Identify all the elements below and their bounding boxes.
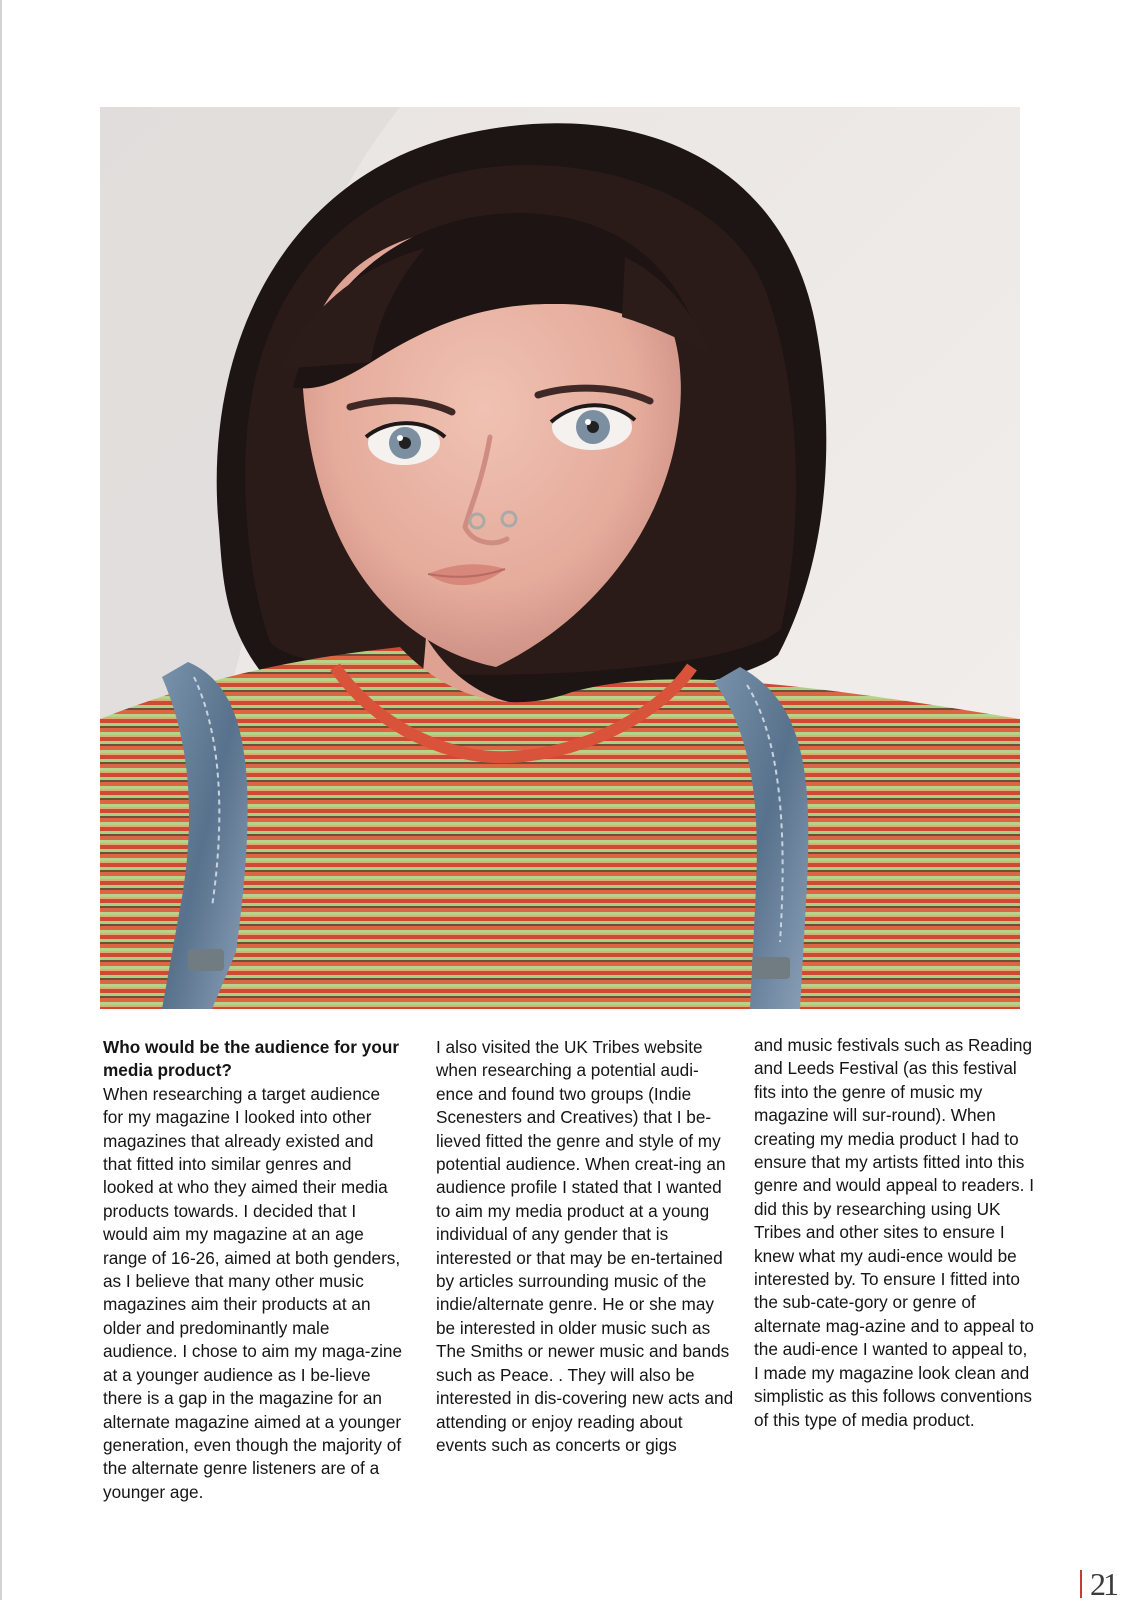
page-number-accent [1080,1570,1082,1598]
article-column-3 [754,1034,1034,1432]
portrait-photo [100,107,1020,1009]
article-text-column-1: When researching a target audience for my magazine I looked into other magazines that already existed and that fitted into similar genres and looked at who they aimed their media products towards. I decided that I would aim my magazine at an age range of 16-26, aimed at both genders, as I believe that many other music magazines aim their products at an older and predominantly male audience. I chose to aim my maga-zine at a younger audience as I be-lieve there is a gap in the magazine for an alternate magazine aimed at a younger generation, even though the majority of the alternate genre listeners are of a younger age. [103,1083,403,1502]
page-number: 21 [1090,1566,1116,1602]
article-text-column-2: I also visited the UK Tribes website when researching a potential audi-ence and found two groups (Indie Scenesters and Creatives) that I be-lieved fitted the genre and style of my potential audience. When creat-ing an audience profile I stated that I wanted to aim my media product at a young individual of any gender that is interested or that may be en-tertained by articles surrounding music of the indie/alternate genre. He or she may be interested in older music such as The Smiths or newer music and bands such as Peace. . They will also be interested in dis-covering new acts and attending or enjoy reading about events such as concerts or gigs [436,1037,734,1455]
article-column-1 [103,1036,403,1504]
audience-question-heading: Who would be the audience for your media product? [103,1037,400,1081]
article-column-2 [436,1036,736,1457]
page-left-rule [0,0,2,1600]
article-text-column-3: and music festivals such as Reading and Leeds Festival (as this festival fits into the genre of music my magazine will sur-round). When creating my media product I had to ensure that my artists fitted into this genre and would appeal to readers. I did this by researching using UK Tribes and other sites to ensure I knew what my audi-ence would be interested by. To ensure I fitted into the sub-cate-gory or genre of alternate mag-azine and to appeal to the audi-ence I wanted to appeal to, I made my magazine look clean and simplistic as this follows conventions of this type of media product. [754,1035,1034,1430]
portrait-illustration [100,107,1020,1009]
